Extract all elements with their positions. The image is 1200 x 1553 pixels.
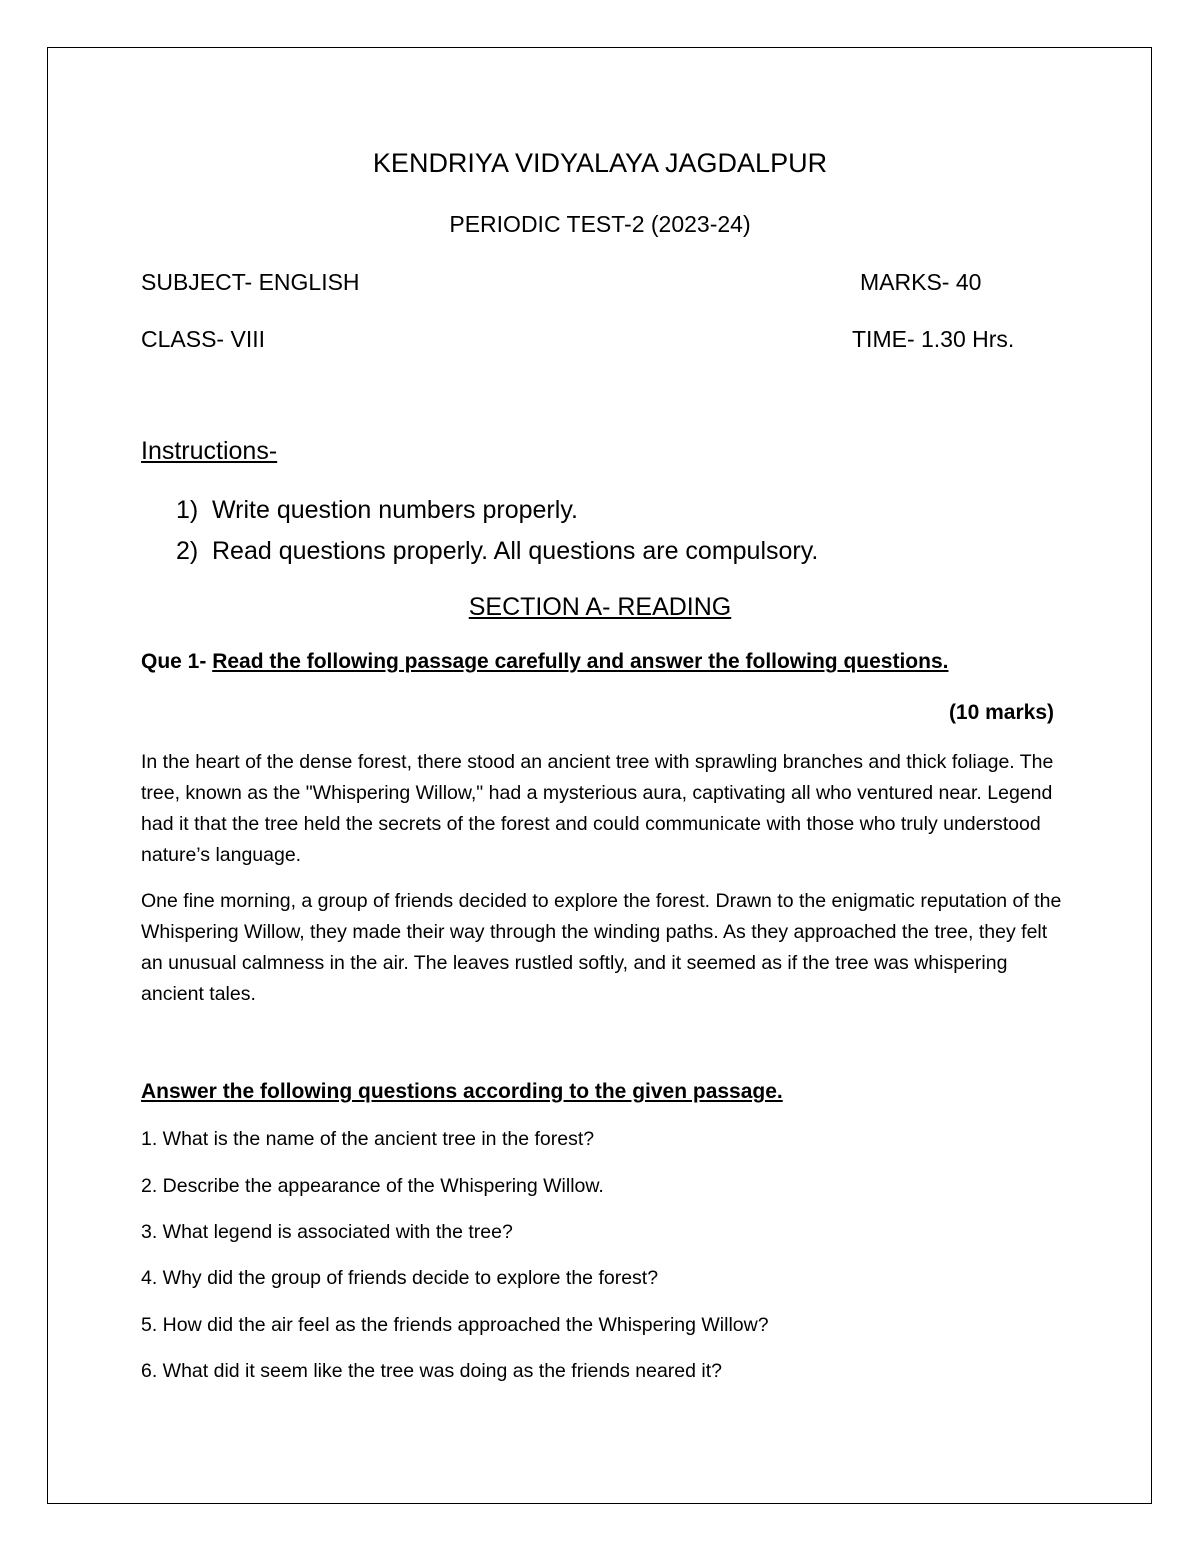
subject-label: SUBJECT- ENGLISH bbox=[141, 269, 360, 295]
test-title: PERIODIC TEST-2 (2023-24) bbox=[449, 211, 751, 237]
passage-paragraph: In the heart of the dense forest, there stood an ancient tree with sprawling branches and thick foliage. The tree, known as the "Whispering Willow," had a mysterious aura, captivating all who ventured near. Legend had it that the tree held the secrets of the forest and could communicate with those who truly understood nature’s language. bbox=[141, 751, 1054, 866]
questions-heading: Answer the following questions according to the given passage. bbox=[141, 1080, 783, 1103]
section-title: SECTION A- READING bbox=[468, 593, 732, 621]
instruction-item bbox=[176, 531, 818, 572]
question-marks: (10 marks) bbox=[948, 701, 1054, 724]
question-prefix: Que 1- bbox=[141, 650, 213, 673]
instruction-number: 1) bbox=[176, 496, 199, 524]
question-item: 3. What legend is associated with the tree? bbox=[141, 1221, 513, 1243]
passage-paragraph: One fine morning, a group of friends decided to explore the forest. Drawn to the enigmatic reputation of the Whispering Willow, they made their way through the winding paths. As they approached the tree, they felt an unusual calmness in the air. The leaves rustled softly, and it seemed as if the tree was whispering ancient tales. bbox=[141, 890, 1062, 1005]
instruction-number: 2) bbox=[176, 537, 199, 565]
instructions-title: Instructions- bbox=[141, 437, 278, 465]
instructions-list bbox=[176, 490, 818, 572]
question-item: 2. Describe the appearance of the Whispering Willow. bbox=[141, 1175, 604, 1197]
school-name: KENDRIYA VIDYALAYA JAGDALPUR bbox=[372, 148, 828, 178]
question-item: 4. Why did the group of friends decide to explore the forest? bbox=[141, 1267, 659, 1289]
instruction-text: Write question numbers properly. bbox=[212, 496, 578, 524]
marks-label: MARKS- 40 bbox=[860, 269, 982, 295]
time-label: TIME- 1.30 Hrs. bbox=[852, 326, 1015, 352]
instruction-item bbox=[176, 490, 818, 531]
question-item: 5. How did the air feel as the friends approached the Whispering Willow? bbox=[141, 1314, 769, 1336]
instruction-text: Read questions properly. All questions are compulsory. bbox=[212, 537, 819, 565]
question-item: 6. What did it seem like the tree was doing as the friends neared it? bbox=[141, 1360, 722, 1382]
class-label: CLASS- VIII bbox=[141, 326, 265, 352]
question-1-heading bbox=[141, 650, 948, 674]
question-item: 1. What is the name of the ancient tree in the forest? bbox=[141, 1128, 595, 1150]
question-instruction: Read the following passage carefully and answer the following questions. bbox=[212, 650, 949, 673]
